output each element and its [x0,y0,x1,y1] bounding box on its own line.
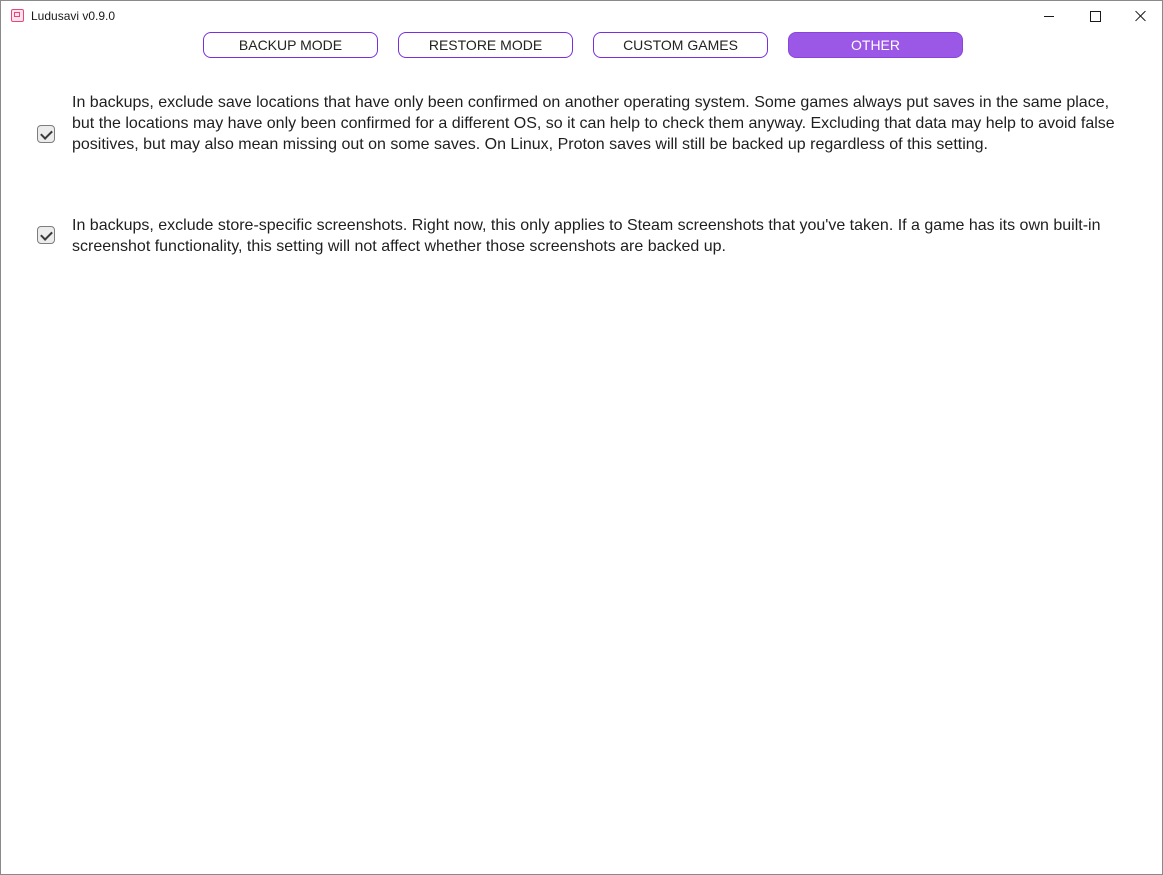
mode-tabs [1,32,1162,58]
exclude-store-screenshots-label: In backups, exclude store-specific screenshots. Right now, this only applies to Steam screenshots that you've taken. If a game has its own built-in screenshot functionality, this setting will not affect whether those screenshots are backed up. [72,217,1101,255]
maximize-button[interactable] [1072,1,1118,31]
title-bar[interactable] [1,1,1162,31]
close-button[interactable] [1118,1,1163,31]
tab-custom-games[interactable]: CUSTOM GAMES [593,32,768,58]
exclude-store-screenshots-checkbox[interactable] [37,226,55,244]
minimize-icon [1044,16,1054,17]
checkmark-icon [40,228,53,241]
app-icon [11,9,24,22]
tab-backup-mode[interactable]: BACKUP MODE [203,32,378,58]
checkmark-icon [40,127,53,140]
exclude-other-os-checkbox[interactable] [37,125,55,143]
minimize-button[interactable] [1026,1,1072,31]
close-icon [1135,10,1147,22]
window-title: Ludusavi v0.9.0 [31,9,116,23]
tab-other[interactable]: OTHER [788,32,963,58]
exclude-other-os-label: In backups, exclude save locations that have only been confirmed on another operating system. Some games always put saves in the same place, but the locations may have only been confirmed for a different OS, so it can help to check them anyway. Excluding that data may help to avoid false positives, but may also mean missing out on some saves. On Linux, Proton saves will still be backed up regardless of this setting. [72,94,1115,153]
maximize-icon [1090,11,1101,22]
tab-restore-mode[interactable]: RESTORE MODE [398,32,573,58]
